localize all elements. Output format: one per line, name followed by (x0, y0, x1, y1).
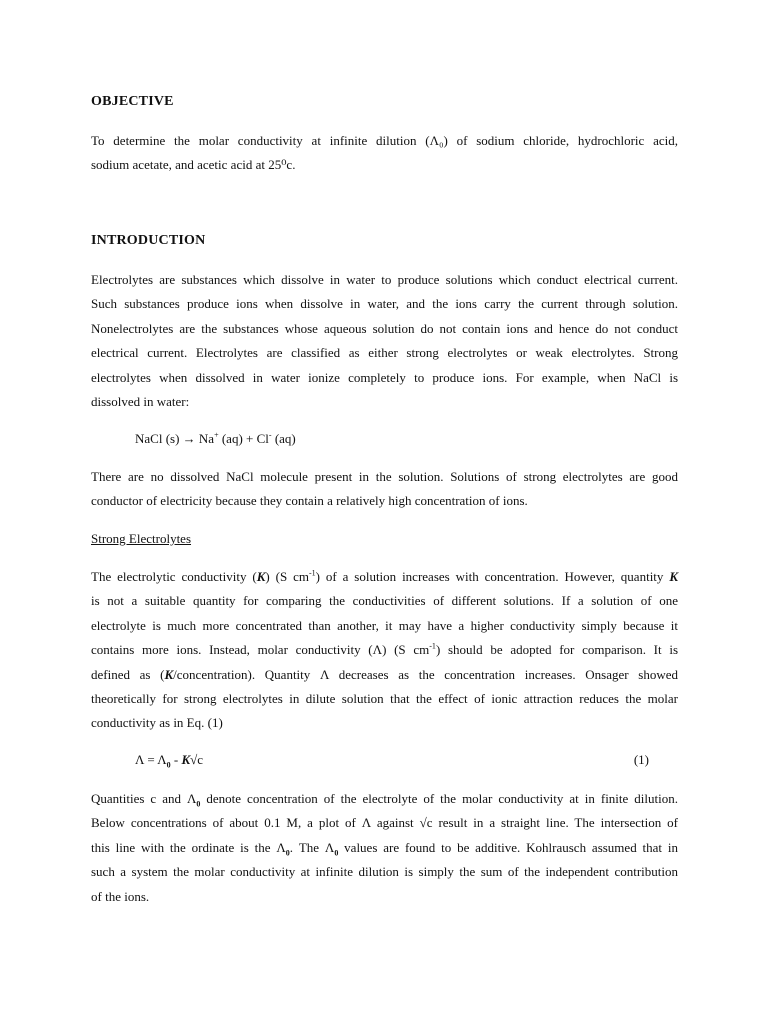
objective-line-2: sodium acetate, and acetic acid at 25⁰c. (91, 157, 296, 173)
intro2-line-1: There are no dissolved NaCl molecule present in the solution. Solutions of strong electrolytes are good (91, 469, 678, 484)
strong-electrolytes-paragraph (91, 565, 678, 736)
objective-paragraph (91, 129, 678, 178)
kohl-line-1: Quantities c and $\Lambda_0$ denote concentration of the electrolyte of the molar conductivity at in finite dilution. (91, 791, 678, 809)
kohlrausch-paragraph (91, 787, 678, 909)
equation-number: (1) (633, 752, 649, 767)
strong-line-6: theoretically for strong electrolytes in dilute solution that the effect of ionic attraction reduces the molar (91, 691, 678, 707)
intro-line-1: Electrolytes are substances which dissolve in water to produce solutions which conduct electrical current. (91, 272, 678, 287)
intro-line-2: Such substances produce ions when dissolve in water, and the ions carry the current through solution. (91, 296, 678, 312)
introduction-heading: INTRODUCTION (91, 233, 206, 248)
introduction-paragraph-1 (91, 268, 678, 414)
kohl-line-3: this line with the ordinate is the $\Lambda_0$. The $\Lambda_0$ values are found to be additive. Kohlrausch assumed that in (91, 839, 678, 858)
strong-line-1: The electrolytic conductivity (K) (S $cm^{-1}$) of a solution increases with concentration. However, quantity K (91, 568, 678, 584)
strong-line-2: is not a suitable quantity for comparing the conductivities of different solutions. If a solution of one (91, 593, 678, 609)
kohl-line-4: such a system the molar conductivity at infinite dilution is simply the sum of the independent contribution (91, 864, 678, 880)
intro2-line-2: conductor of electricity because they contain a relatively high concentration of ions. (91, 493, 528, 509)
introduction-paragraph-2 (91, 465, 678, 514)
strong-electrolytes-subheading: Strong Electrolytes (91, 531, 192, 546)
strong-line-7: conductivity as in Eq. (1) (91, 715, 223, 731)
intro-line-3: Nonelectrolytes are the substances whose aqueous solution do not contain ions and hence do not conduct (91, 320, 678, 336)
strong-line-5: defined as (K/concentration). Quantity Λ decreases as the concentration increases. Onsager showed (91, 666, 678, 682)
equation-onsager: $\Lambda = \Lambda_0 - K√c$ (135, 752, 204, 770)
intro-line-4: electrical current. Electrolytes are classified as either strong electrolytes or weak electrolytes. Strong (91, 345, 678, 361)
strong-line-4: contains more ions. Instead, molar conductivity (Λ) (S $cm^{-1}$) should be adopted for comparison. It is (91, 641, 678, 658)
intro-line-6: dissolved in water: (91, 394, 190, 410)
strong-line-3: electrolyte is much more concentrated than another, it may have a higher conductivity simply because it (91, 617, 678, 633)
intro-line-5: electrolytes when dissolved in water ionize completely to produce ions. For example, when NaCl is (91, 369, 678, 385)
objective-heading: OBJECTIVE (91, 94, 174, 109)
kohl-line-5: of the ions. (91, 888, 150, 904)
equation-nacl-dissociation: NaCl (s) → Na+ (aq) + Cl- (aq) (135, 430, 296, 446)
objective-line-1: To determine the molar conductivity at infinite dilution (Λ₀) of sodium chloride, hydrochloric acid, (91, 133, 678, 148)
kohl-line-2: Below concentrations of about 0.1 M, a plot of Λ against √c result in a straight line. The intersection of (91, 815, 678, 831)
